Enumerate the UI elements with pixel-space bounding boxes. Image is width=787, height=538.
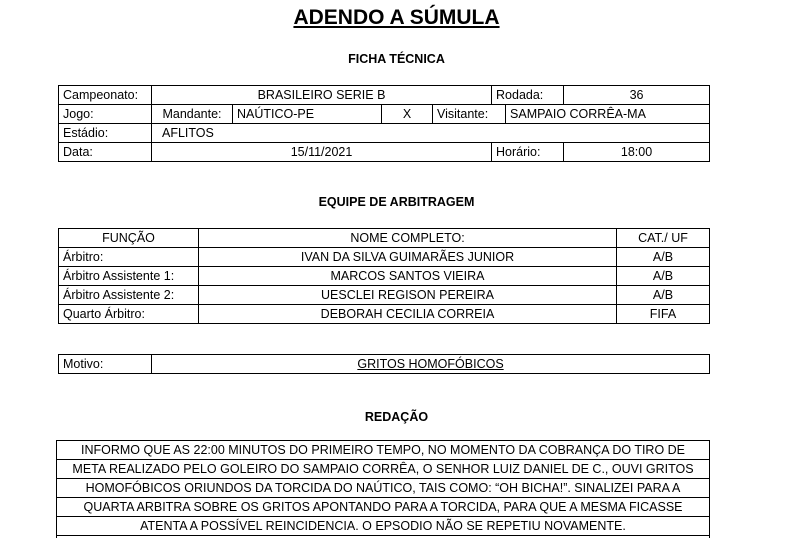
rodada-label: Rodada: [492, 86, 564, 105]
arbitragem-heading: EQUIPE DE ARBITRAGEM [318, 195, 475, 209]
cat-cell: A/B [617, 286, 710, 305]
table-row [59, 267, 710, 286]
motivo-value: GRITOS HOMOFÓBICOS [152, 355, 710, 374]
campeonato-row [59, 86, 710, 105]
redacao-line: ATENTA A POSSÍVEL REINCIDENCIA. O EPSODIO NÃO SE REPETIU NOVAMENTE. [57, 517, 709, 536]
funcao-cell: Árbitro Assistente 1: [59, 267, 199, 286]
redacao-heading: REDAÇÃO [364, 410, 429, 424]
table-row [59, 248, 710, 267]
cat-cell: FIFA [617, 305, 710, 324]
motivo-row [59, 355, 710, 374]
data-row [59, 143, 710, 162]
motivo-table [58, 354, 710, 374]
estadio-row [59, 124, 710, 143]
ficha-tecnica-table [58, 85, 710, 162]
arbitragem-table [58, 228, 710, 324]
cat-header: CAT./ UF [617, 229, 710, 248]
nome-header: NOME COMPLETO: [199, 229, 617, 248]
funcao-cell: Quarto Árbitro: [59, 305, 199, 324]
estadio-label: Estádio: [59, 124, 152, 143]
estadio-value: AFLITOS [152, 124, 710, 143]
funcao-cell: Árbitro Assistente 2: [59, 286, 199, 305]
nome-cell: MARCOS SANTOS VIEIRA [199, 267, 617, 286]
rodada-value: 36 [564, 86, 710, 105]
visitante-label: Visitante: [433, 105, 506, 124]
visitante-value: SAMPAIO CORRÊA-MA [506, 105, 710, 124]
campeonato-label: Campeonato: [59, 86, 152, 105]
cat-cell: A/B [617, 248, 710, 267]
cat-cell: A/B [617, 267, 710, 286]
horario-value: 18:00 [564, 143, 710, 162]
campeonato-value: BRASILEIRO SERIE B [152, 86, 492, 105]
nome-cell: IVAN DA SILVA GUIMARÃES JUNIOR [199, 248, 617, 267]
funcao-cell: Árbitro: [59, 248, 199, 267]
redacao-box [56, 440, 710, 538]
mandante-label: Mandante: [152, 105, 233, 124]
redacao-line: HOMOFÓBICOS ORIUNDOS DA TORCIDA DO NAÚTICO, TAIS COMO: “OH BICHA!”. SINALIZEI PARA A [57, 479, 709, 498]
data-value: 15/11/2021 [152, 143, 492, 162]
table-row [59, 286, 710, 305]
redacao-line: QUARTA ARBITRA SOBRE OS GRITOS APONTANDO PARA A TORCIDA, PARA QUE A MESMA FICASSE [57, 498, 709, 517]
nome-cell: DEBORAH CECILIA CORREIA [199, 305, 617, 324]
document-title: ADENDO A SÚMULA [293, 6, 500, 29]
horario-label: Horário: [492, 143, 564, 162]
jogo-row [59, 105, 710, 124]
nome-cell: UESCLEI REGISON PEREIRA [199, 286, 617, 305]
table-row [59, 305, 710, 324]
motivo-label: Motivo: [59, 355, 152, 374]
jogo-label: Jogo: [59, 105, 152, 124]
ficha-tecnica-heading: FICHA TÉCNICA [348, 52, 445, 66]
mandante-value: NAÚTICO-PE [233, 105, 382, 124]
arbitragem-header-row [59, 229, 710, 248]
versus-label: X [382, 105, 433, 124]
redacao-line: INFORMO QUE AS 22:00 MINUTOS DO PRIMEIRO TEMPO, NO MOMENTO DA COBRANÇA DO TIRO DE [57, 441, 709, 460]
data-label: Data: [59, 143, 152, 162]
funcao-header: FUNÇÃO [59, 229, 199, 248]
redacao-line: META REALIZADO PELO GOLEIRO DO SAMPAIO CORRÊA, O SENHOR LUIZ DANIEL DE C., OUVI GRITOS [57, 460, 709, 479]
